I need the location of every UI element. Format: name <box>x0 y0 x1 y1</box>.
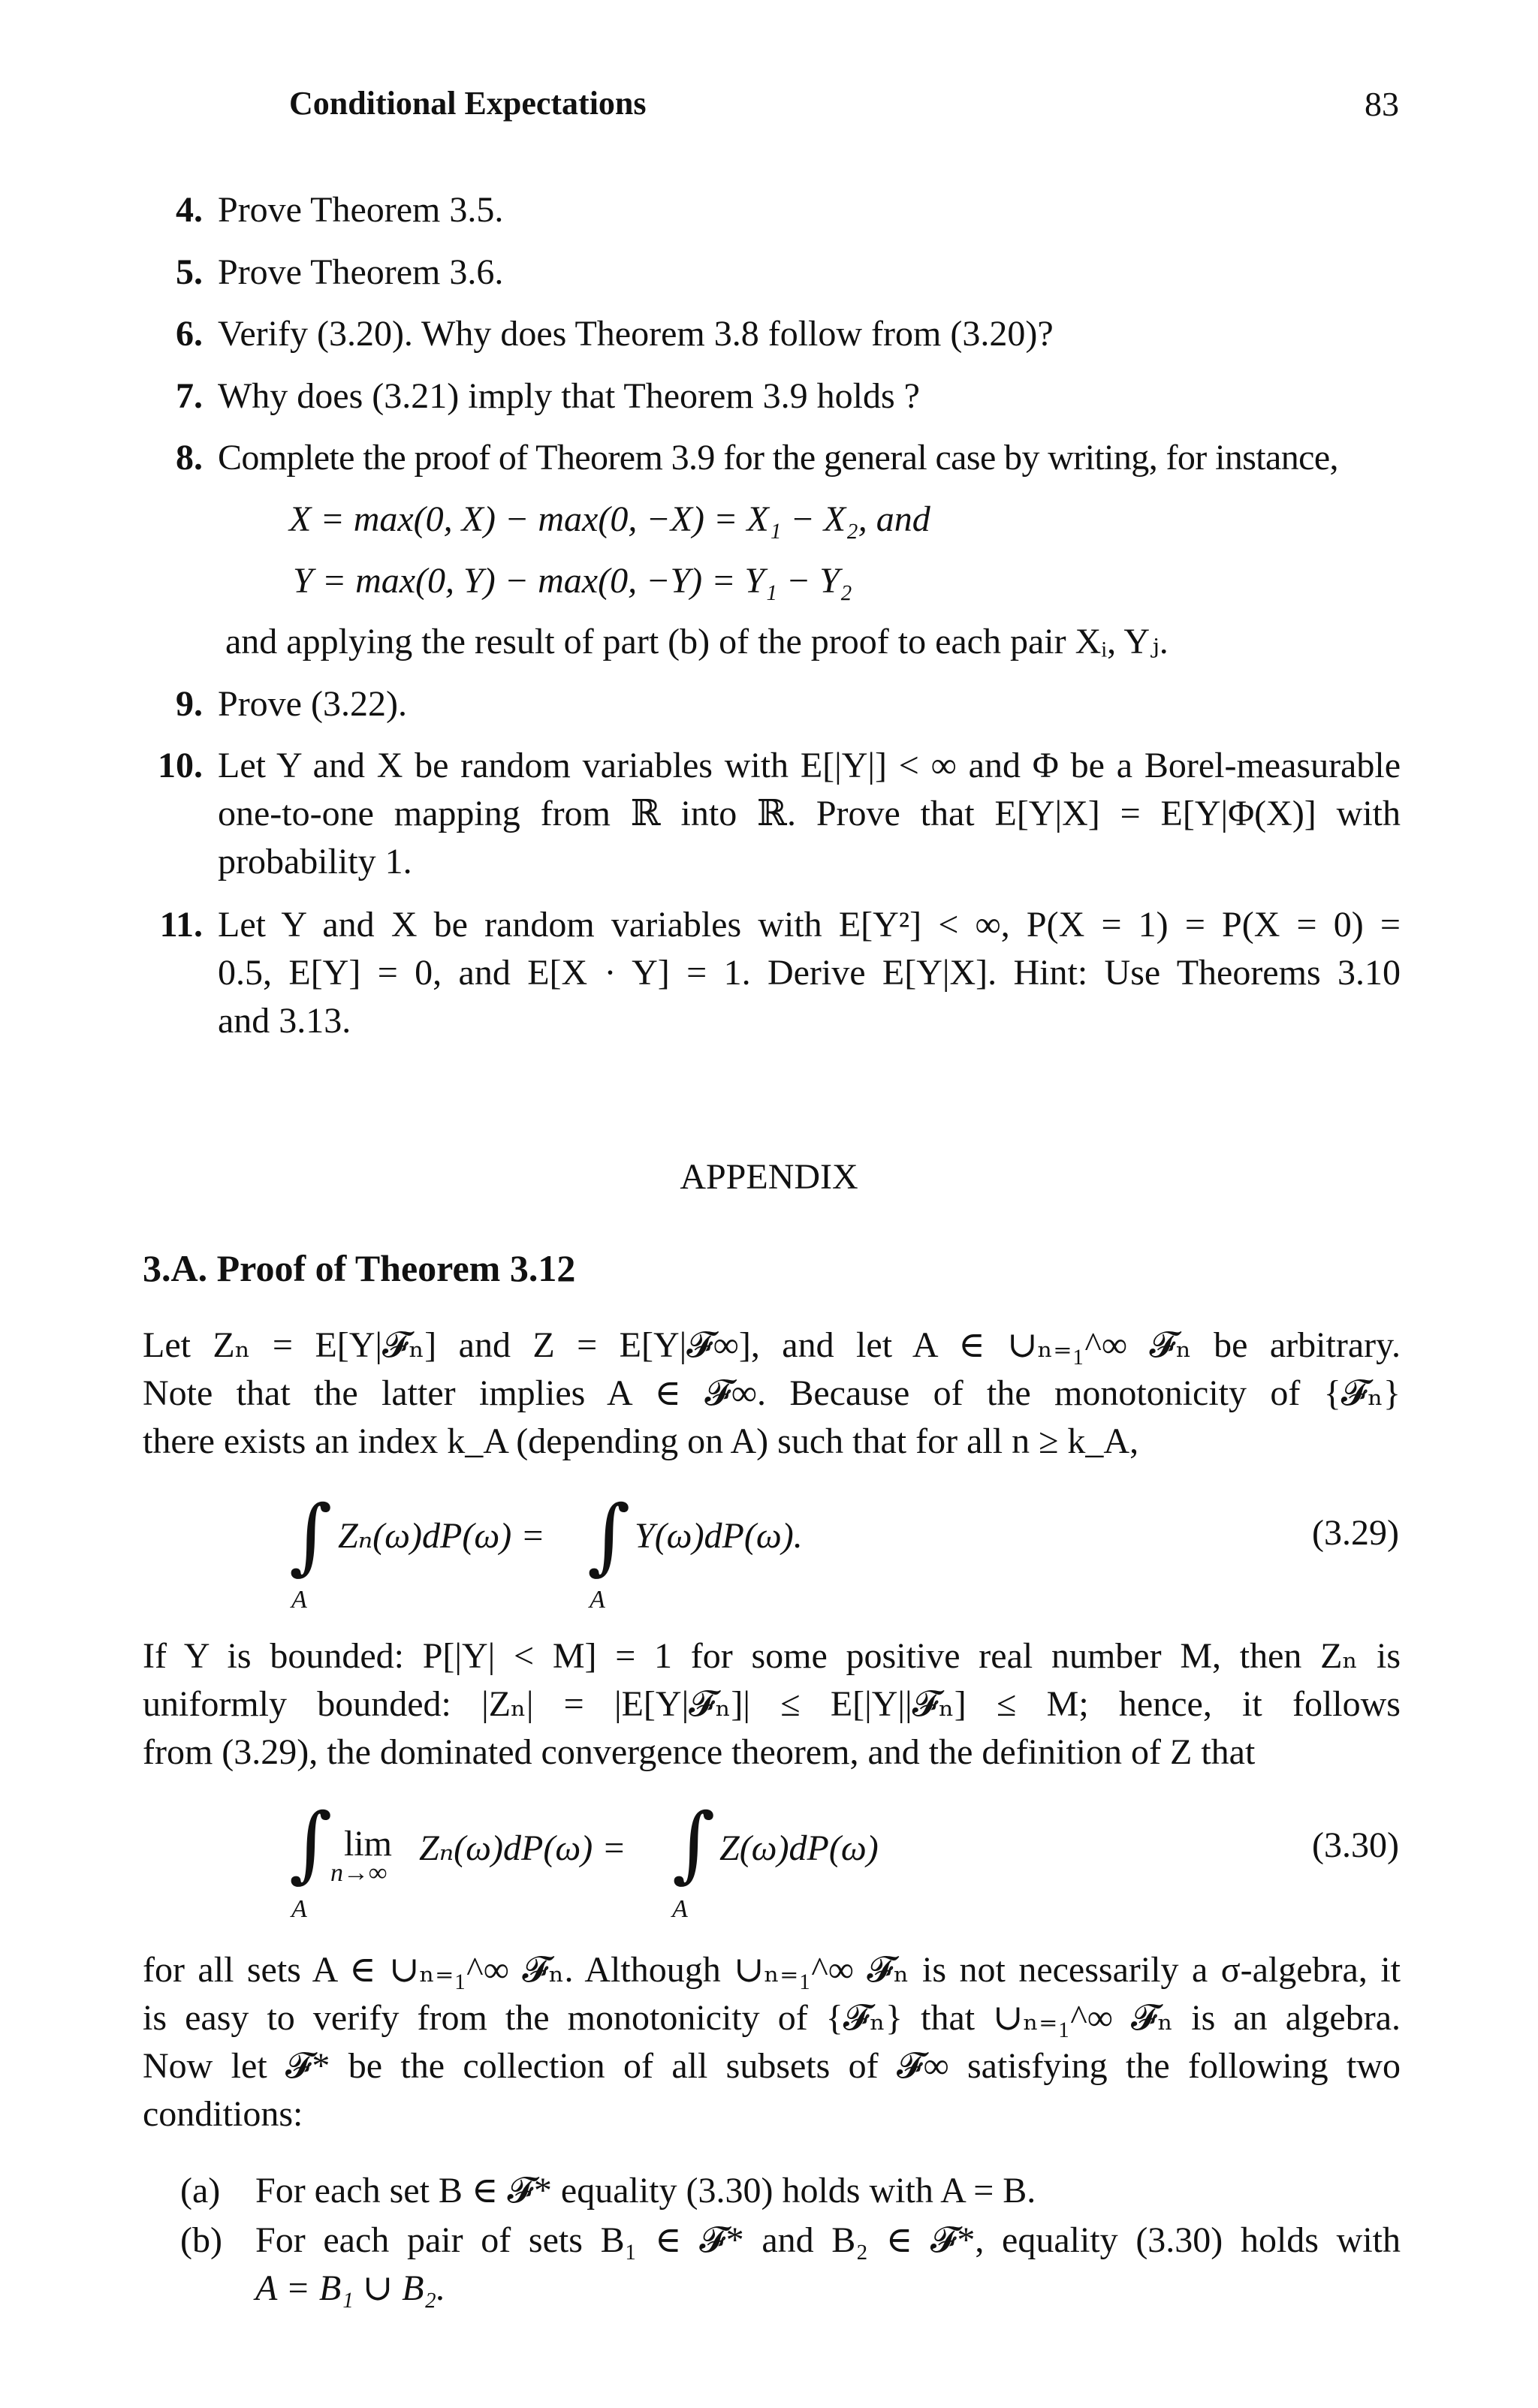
paragraph-2 <box>143 1632 1401 1777</box>
exercise-text: Complete the proof of Theorem 3.9 for the general case by writing, for instance, <box>218 438 1338 478</box>
exercise-number: 8. <box>176 438 203 478</box>
text-line: probability 1. <box>218 842 412 882</box>
exercise-number: 7. <box>176 376 203 416</box>
section-title: 3.A. Proof of Theorem 3.12 <box>143 1247 576 1289</box>
exercise-text-block <box>218 901 1401 1045</box>
text-line: Now let 𝓕* be the collection of all subsets of 𝓕∞ satisfying the following two <box>143 2046 1401 2086</box>
appendix-heading: APPENDIX <box>680 1157 858 1197</box>
integral-sign: ∫ <box>289 1795 333 1891</box>
text-line: conditions: <box>143 2094 303 2134</box>
running-head: Conditional Expectations <box>289 85 647 122</box>
page-number: 83 <box>1365 85 1399 123</box>
exercise-number: 11. <box>159 905 203 945</box>
limit-subscript: n→∞ <box>330 1859 388 1887</box>
exercise-text: Verify (3.20). Why does Theorem 3.8 follow from (3.20)? <box>218 314 1054 354</box>
exercise-8-continuation: and applying the result of part (b) of the proof to each pair Xᵢ, Yⱼ. <box>225 622 1169 662</box>
text-line: Let Y and X be random variables with E[Y²] < ∞, P(X = 1) = P(X = 0) = <box>218 905 1401 945</box>
integral-subscript: A <box>291 1895 307 1923</box>
text-line: For each set B ∈ 𝓕* equality (3.30) holds with A = B. <box>255 2171 1036 2211</box>
integral-sign: ∫ <box>587 1487 631 1584</box>
condition-text-block <box>255 2167 1401 2215</box>
exercise-text: Prove Theorem 3.5. <box>218 190 504 230</box>
exercise-number: 5. <box>176 252 203 292</box>
limit-operator: lim <box>344 1824 393 1864</box>
exercise-text: Why does (3.21) imply that Theorem 3.9 holds ? <box>218 376 920 416</box>
text-line: Let Zₙ = E[Y|𝓕ₙ] and Z = E[Y|𝓕∞], and let A ∈ ∪ₙ₌₁^∞ 𝓕ₙ be arbitrary. <box>143 1325 1401 1365</box>
text-line: If Y is bounded: P[|Y| < M] = 1 for some positive real number M, then Zₙ is <box>143 1636 1401 1676</box>
exercise-number: 6. <box>176 314 203 354</box>
integral-subscript: A <box>672 1895 688 1923</box>
equation-rhs: Z(ω)dP(ω) <box>719 1828 879 1868</box>
text-line: For each pair of sets B₁ ∈ 𝓕* and B₂ ∈ 𝓕*, equality (3.30) holds with <box>255 2220 1401 2260</box>
exercise-8-equation-y: Y = max(0, Y) − max(0, −Y) = Y₁ − Y₂ <box>293 561 852 601</box>
paragraph-1 <box>143 1322 1401 1466</box>
exercise-number: 9. <box>176 684 203 724</box>
equation-lhs: Zₙ(ω)dP(ω) = <box>419 1828 626 1868</box>
exercise-number: 4. <box>176 190 203 230</box>
text-line: Note that the latter implies A ∈ 𝓕∞. Because of the monotonicity of {𝓕ₙ} <box>143 1373 1401 1413</box>
text-line: from (3.29), the dominated convergence theorem, and the definition of Z that <box>143 1732 1256 1772</box>
text-line: one-to-one mapping from ℝ into ℝ. Prove that E[Y|X] = E[Y|Φ(X)] with <box>218 794 1401 833</box>
exercise-text: Prove Theorem 3.6. <box>218 252 504 292</box>
text-line: there exists an index k_A (depending on A) such that for all n ≥ k_A, <box>143 1421 1139 1461</box>
exercise-8-equation-x: X = max(0, X) − max(0, −X) = X₁ − X₂, and <box>289 499 930 539</box>
text-line: and 3.13. <box>218 1001 351 1041</box>
exercise-text: Prove (3.22). <box>218 684 407 724</box>
text-line: uniformly bounded: |Zₙ| = |E[Y|𝓕ₙ]| ≤ E[|Y||𝓕ₙ] ≤ M; hence, it follows <box>143 1684 1401 1724</box>
integral-sign: ∫ <box>672 1795 716 1891</box>
exercise-text-block <box>218 742 1401 886</box>
text-line: for all sets A ∈ ∪ₙ₌₁^∞ 𝓕ₙ. Although ∪ₙ₌₁^∞ 𝓕ₙ is not necessarily a σ-algebra, it <box>143 1950 1401 1990</box>
text-line: Let Y and X be random variables with E[|Y|] < ∞ and Φ be a Borel-measurable <box>218 746 1401 785</box>
paragraph-3 <box>143 1946 1401 2138</box>
equation-number: (3.29) <box>1312 1513 1399 1553</box>
equation-number: (3.30) <box>1312 1825 1399 1865</box>
text-line: 0.5, E[Y] = 0, and E[X · Y] = 1. Derive E[Y|X]. Hint: Use Theorems 3.10 <box>218 953 1401 993</box>
condition-label: (a) <box>180 2171 221 2211</box>
equation-rhs: Y(ω)dP(ω). <box>635 1516 803 1556</box>
integral-subscript: A <box>291 1586 307 1614</box>
equation-lhs: Zₙ(ω)dP(ω) = <box>338 1516 545 1556</box>
condition-label: (b) <box>180 2220 222 2260</box>
text-line: is easy to verify from the monotonicity of {𝓕ₙ} that ∪ₙ₌₁^∞ 𝓕ₙ is an algebra. <box>143 1998 1401 2038</box>
text-line: A = B₁ ∪ B₂. <box>255 2268 446 2308</box>
integral-sign: ∫ <box>289 1487 333 1584</box>
exercise-number: 10. <box>158 746 203 785</box>
integral-subscript: A <box>590 1586 605 1614</box>
condition-text-block <box>255 2217 1401 2313</box>
